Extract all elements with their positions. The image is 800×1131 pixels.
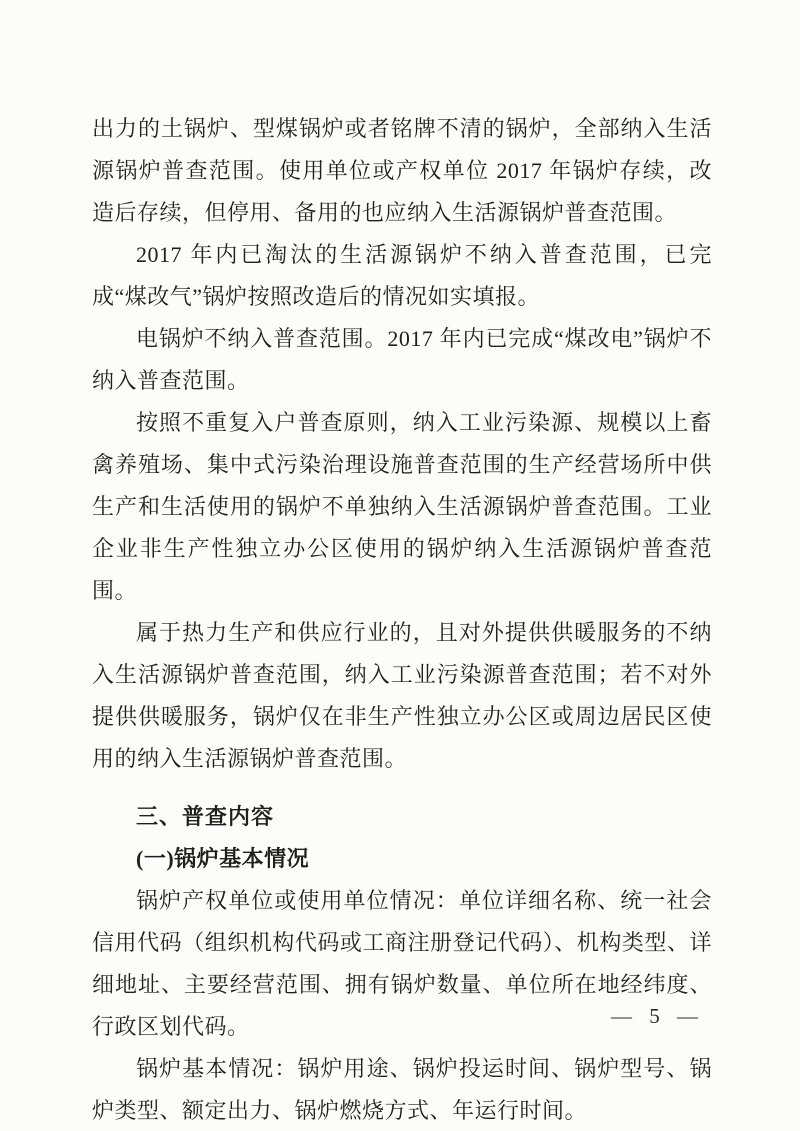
paragraph-no-duplicate-survey: 按照不重复入户普查原则，纳入工业污染源、规模以上畜禽养殖场、集中式污染治理设施普查范围的生产经营场所中供生产和生活使用的锅炉不单独纳入生活源锅炉普查范围。工业企业非生产性独立办公区使用的锅炉纳入生活源锅炉普查范围。 xyxy=(92,410,712,603)
paragraph-heating-industry: 属于热力生产和供应行业的，且对外提供供暖服务的不纳入生活源锅炉普查范围，纳入工业污染源普查范围；若不对外提供供暖服务，锅炉仅在非生产性独立办公区或周边居民区使用的纳入生活源锅炉普查范围。 xyxy=(92,620,712,771)
paragraph-ownership-unit-info: 锅炉产权单位或使用单位情况：单位详细名称、统一社会信用代码（组织机构代码或工商注册登记代码）、机构类型、详细地址、主要经营范围、拥有锅炉数量、单位所在地经纬度、行政区划代码。 xyxy=(92,888,712,1039)
page-number: — 5 — xyxy=(611,1004,704,1028)
paragraph-boiler-scope-continuation: 出力的土锅炉、型煤锅炉或者铭牌不清的锅炉，全部纳入生活源锅炉普查范围。使用单位或产权单位 2017 年锅炉存续，改造后存续，但停用、备用的也应纳入生活源锅炉普查范围。 xyxy=(92,116,712,225)
document-body xyxy=(92,108,712,1131)
paragraph-eliminated-boilers: 2017 年内已淘汰的生活源锅炉不纳入普查范围，已完成“煤改气”锅炉按照改造后的情况如实填报。 xyxy=(92,242,712,309)
paragraph-electric-boilers: 电锅炉不纳入普查范围。2017 年内已完成“煤改电”锅炉不纳入普查范围。 xyxy=(92,326,712,393)
section-heading-survey-content: 三、普查内容 xyxy=(136,804,275,829)
paragraph-boiler-basic-info: 锅炉基本情况：锅炉用途、锅炉投运时间、锅炉型号、锅炉类型、额定出力、锅炉燃烧方式、年运行时间。 xyxy=(92,1056,712,1123)
subsection-heading-boiler-basic-info: (一)锅炉基本情况 xyxy=(136,846,310,871)
